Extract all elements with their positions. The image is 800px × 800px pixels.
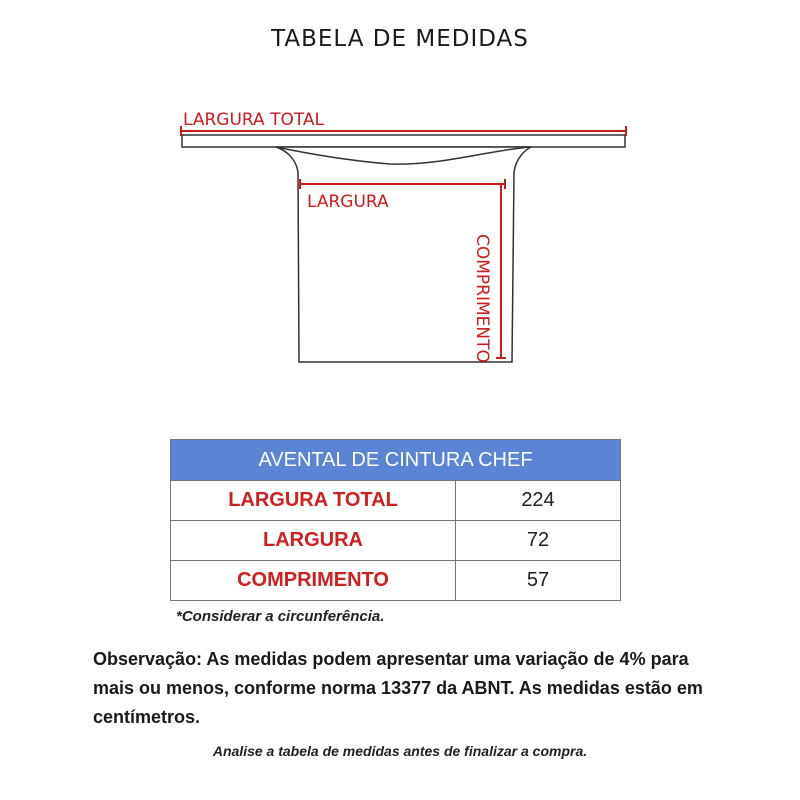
size-table <box>170 439 621 601</box>
observation-text: Observação: As medidas podem apresentar uma variação de 4% para mais ou menos, conforme norma 13377 da ABNT. As medidas estão em centímetros. <box>93 649 703 727</box>
size-table-header-row <box>171 440 621 481</box>
apron-waistband <box>182 135 625 147</box>
table-row <box>171 481 621 521</box>
row-label-total-width: LARGURA TOTAL <box>171 481 456 521</box>
footer-note: Analise a tabela de medidas antes de finalizar a compra. <box>212 743 588 759</box>
row-value-total-width: 224 <box>456 481 621 521</box>
row-label-length: COMPRIMENTO <box>171 561 456 601</box>
width-label: LARGURA <box>307 192 389 212</box>
row-value-length: 57 <box>456 561 621 601</box>
page-title: TABELA DE MEDIDAS <box>271 26 529 52</box>
table-row <box>171 561 621 601</box>
circumference-note: *Considerar a circunferência. <box>176 608 385 625</box>
size-table-header: AVENTAL DE CINTURA CHEF <box>171 440 621 481</box>
total-width-label: LARGURA TOTAL <box>183 110 325 130</box>
row-value-width: 72 <box>456 521 621 561</box>
length-label: COMPRIMENTO <box>472 234 492 363</box>
row-label-width: LARGURA <box>171 521 456 561</box>
table-row <box>171 521 621 561</box>
